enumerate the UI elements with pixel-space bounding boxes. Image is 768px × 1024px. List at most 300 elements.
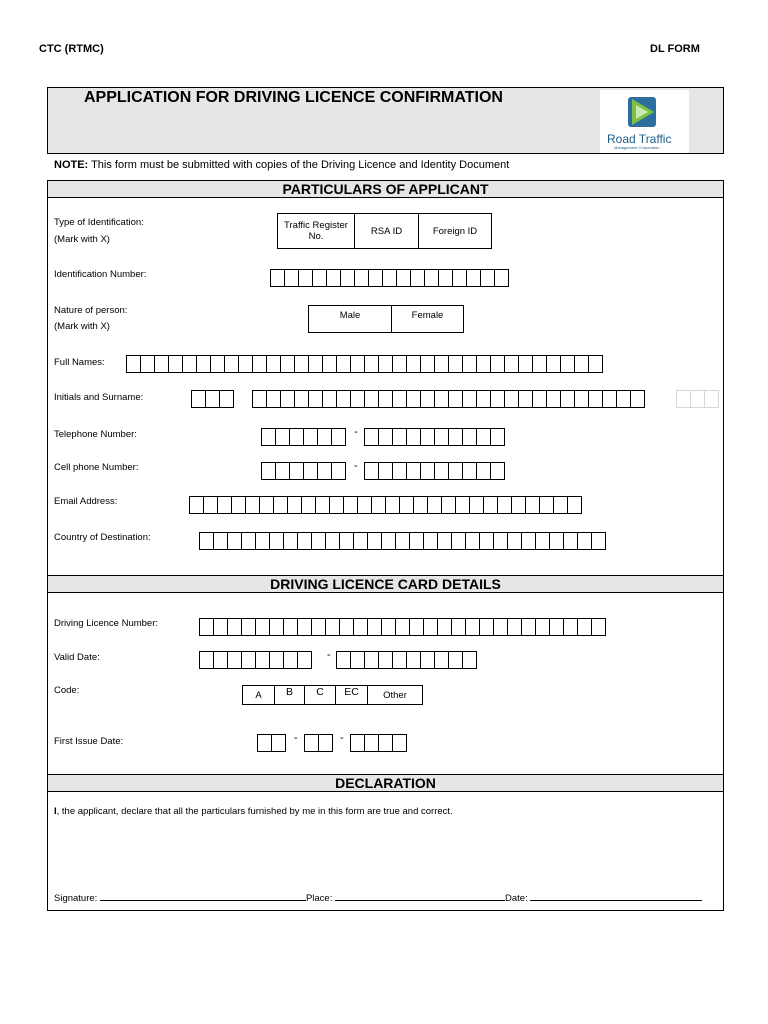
char-box[interactable] bbox=[451, 532, 466, 550]
char-box[interactable] bbox=[304, 734, 319, 752]
char-box[interactable] bbox=[451, 618, 466, 636]
char-box[interactable] bbox=[224, 355, 239, 373]
char-box[interactable] bbox=[354, 269, 369, 287]
char-box[interactable] bbox=[252, 355, 267, 373]
char-box[interactable] bbox=[269, 618, 284, 636]
char-box[interactable] bbox=[336, 355, 351, 373]
char-box[interactable] bbox=[539, 496, 554, 514]
char-box[interactable] bbox=[378, 390, 393, 408]
char-box bbox=[676, 390, 691, 408]
char-box[interactable] bbox=[521, 532, 536, 550]
declaration-body: , the applicant, declare that all the particulars furnished by me in this form are true and correct. bbox=[56, 806, 453, 817]
telephone-label: Telephone Number: bbox=[54, 429, 137, 440]
char-box[interactable] bbox=[199, 618, 214, 636]
char-box[interactable] bbox=[191, 390, 206, 408]
applicant-heading: PARTICULARS OF APPLICANT bbox=[48, 181, 723, 198]
char-box[interactable] bbox=[269, 532, 284, 550]
char-box[interactable] bbox=[182, 355, 197, 373]
char-box[interactable] bbox=[395, 532, 410, 550]
char-box[interactable] bbox=[399, 496, 414, 514]
char-box[interactable] bbox=[392, 462, 407, 480]
first-issue-month-field[interactable] bbox=[304, 734, 333, 752]
char-box[interactable] bbox=[350, 390, 365, 408]
char-box[interactable] bbox=[273, 496, 288, 514]
char-box[interactable] bbox=[308, 390, 323, 408]
char-box[interactable] bbox=[462, 462, 477, 480]
char-box[interactable] bbox=[318, 734, 333, 752]
char-box[interactable] bbox=[406, 355, 421, 373]
char-box[interactable] bbox=[297, 618, 312, 636]
declaration-section bbox=[47, 774, 724, 911]
char-box[interactable] bbox=[317, 428, 332, 446]
char-box[interactable] bbox=[410, 269, 425, 287]
char-box[interactable] bbox=[490, 428, 505, 446]
char-box[interactable] bbox=[476, 390, 491, 408]
char-box[interactable] bbox=[287, 496, 302, 514]
char-box[interactable] bbox=[294, 355, 309, 373]
char-box[interactable] bbox=[368, 269, 383, 287]
char-box[interactable] bbox=[563, 618, 578, 636]
char-box[interactable] bbox=[213, 532, 228, 550]
char-box[interactable] bbox=[275, 462, 290, 480]
char-box[interactable] bbox=[364, 462, 379, 480]
char-box[interactable] bbox=[217, 496, 232, 514]
char-box[interactable] bbox=[476, 428, 491, 446]
char-box[interactable] bbox=[339, 618, 354, 636]
initials-label: Initials and Surname: bbox=[54, 392, 144, 403]
char-box[interactable] bbox=[280, 355, 295, 373]
char-box[interactable] bbox=[266, 355, 281, 373]
note-text: This form must be submitted with copies of the Driving Licence and Identity Document bbox=[88, 159, 510, 171]
signature-line[interactable] bbox=[100, 892, 306, 901]
char-box[interactable] bbox=[577, 532, 592, 550]
licence-number-field[interactable] bbox=[199, 618, 606, 636]
char-box[interactable] bbox=[213, 618, 228, 636]
char-box[interactable] bbox=[227, 532, 242, 550]
char-box[interactable] bbox=[317, 462, 332, 480]
char-box[interactable] bbox=[420, 355, 435, 373]
char-box[interactable] bbox=[331, 428, 346, 446]
declaration-heading: DECLARATION bbox=[48, 775, 723, 792]
char-box[interactable] bbox=[378, 428, 393, 446]
char-box[interactable] bbox=[284, 269, 299, 287]
char-box[interactable] bbox=[406, 390, 421, 408]
option-rsa-id[interactable]: RSA ID bbox=[354, 214, 418, 248]
char-box[interactable] bbox=[343, 496, 358, 514]
id-type-options bbox=[277, 213, 492, 249]
char-box[interactable] bbox=[448, 390, 463, 408]
char-box[interactable] bbox=[448, 428, 463, 446]
char-box[interactable] bbox=[420, 651, 435, 669]
char-box[interactable] bbox=[364, 390, 379, 408]
char-box[interactable] bbox=[231, 496, 246, 514]
char-box[interactable] bbox=[462, 651, 477, 669]
form-code: DL FORM bbox=[650, 43, 700, 55]
char-box[interactable] bbox=[199, 651, 214, 669]
char-box[interactable] bbox=[257, 734, 272, 752]
char-box[interactable] bbox=[210, 355, 225, 373]
nature-hint: (Mark with X) bbox=[54, 321, 110, 332]
char-box[interactable] bbox=[367, 618, 382, 636]
char-box[interactable] bbox=[395, 618, 410, 636]
char-box[interactable] bbox=[283, 651, 298, 669]
country-field[interactable] bbox=[199, 532, 606, 550]
char-box[interactable] bbox=[469, 496, 484, 514]
page-title: APPLICATION FOR DRIVING LICENCE CONFIRMATION bbox=[84, 89, 503, 106]
id-type-hint: (Mark with X) bbox=[54, 234, 110, 245]
declaration-first-word: I bbox=[54, 806, 57, 817]
licence-number-label: Driving Licence Number: bbox=[54, 618, 159, 629]
char-box[interactable] bbox=[378, 651, 393, 669]
initials-field[interactable] bbox=[191, 390, 234, 408]
char-box[interactable] bbox=[588, 355, 603, 373]
char-box[interactable] bbox=[315, 496, 330, 514]
email-field[interactable] bbox=[189, 496, 582, 514]
char-box[interactable] bbox=[591, 532, 606, 550]
char-box[interactable] bbox=[420, 428, 435, 446]
first-issue-day-field[interactable] bbox=[257, 734, 286, 752]
char-box[interactable] bbox=[406, 428, 421, 446]
signature-row bbox=[54, 892, 702, 904]
char-box[interactable] bbox=[518, 390, 533, 408]
char-box[interactable] bbox=[367, 532, 382, 550]
char-box[interactable] bbox=[381, 618, 396, 636]
char-box[interactable] bbox=[392, 651, 407, 669]
char-box[interactable] bbox=[602, 390, 617, 408]
char-box[interactable] bbox=[140, 355, 155, 373]
char-box[interactable] bbox=[494, 269, 509, 287]
char-box[interactable] bbox=[325, 532, 340, 550]
char-box[interactable] bbox=[381, 532, 396, 550]
valid-date-dash: - bbox=[327, 649, 331, 661]
char-box[interactable] bbox=[424, 269, 439, 287]
char-box[interactable] bbox=[245, 496, 260, 514]
char-box[interactable] bbox=[227, 618, 242, 636]
telephone-dash: - bbox=[354, 426, 358, 438]
char-box[interactable] bbox=[518, 355, 533, 373]
char-box[interactable] bbox=[532, 355, 547, 373]
char-box[interactable] bbox=[382, 269, 397, 287]
char-box[interactable] bbox=[301, 496, 316, 514]
note-prefix: NOTE: bbox=[54, 159, 89, 171]
gender-options bbox=[308, 305, 464, 333]
char-box[interactable] bbox=[504, 390, 519, 408]
char-box[interactable] bbox=[255, 618, 270, 636]
char-box[interactable] bbox=[466, 269, 481, 287]
char-box[interactable] bbox=[238, 355, 253, 373]
char-box[interactable] bbox=[434, 390, 449, 408]
char-box[interactable] bbox=[437, 618, 452, 636]
code-c[interactable]: C bbox=[304, 686, 335, 704]
char-box[interactable] bbox=[339, 532, 354, 550]
char-box[interactable] bbox=[420, 390, 435, 408]
char-box[interactable] bbox=[535, 532, 550, 550]
char-box[interactable] bbox=[577, 618, 592, 636]
licence-heading: DRIVING LICENCE CARD DETAILS bbox=[48, 576, 723, 593]
char-box[interactable] bbox=[392, 355, 407, 373]
valid-date-start-field[interactable] bbox=[199, 651, 312, 669]
char-box[interactable] bbox=[371, 496, 386, 514]
char-box[interactable] bbox=[549, 532, 564, 550]
code-ec[interactable]: EC bbox=[335, 686, 367, 704]
char-box[interactable] bbox=[507, 618, 522, 636]
char-box[interactable] bbox=[438, 269, 453, 287]
char-box[interactable] bbox=[350, 651, 365, 669]
char-box[interactable] bbox=[448, 355, 463, 373]
char-box[interactable] bbox=[462, 428, 477, 446]
char-box[interactable] bbox=[409, 618, 424, 636]
surname-extra-field bbox=[676, 390, 719, 408]
char-box[interactable] bbox=[241, 651, 256, 669]
char-box[interactable] bbox=[490, 355, 505, 373]
char-box[interactable] bbox=[322, 355, 337, 373]
char-box[interactable] bbox=[567, 496, 582, 514]
char-box[interactable] bbox=[476, 462, 491, 480]
option-traffic-register[interactable]: Traffic Register No. bbox=[284, 220, 348, 242]
char-box[interactable] bbox=[479, 618, 494, 636]
char-box[interactable] bbox=[525, 496, 540, 514]
char-box[interactable] bbox=[270, 269, 285, 287]
char-box[interactable] bbox=[196, 355, 211, 373]
code-other[interactable]: Other bbox=[367, 686, 422, 704]
char-box[interactable] bbox=[434, 462, 449, 480]
char-box[interactable] bbox=[616, 390, 631, 408]
char-box[interactable] bbox=[413, 496, 428, 514]
char-box[interactable] bbox=[259, 496, 274, 514]
valid-date-end-field[interactable] bbox=[336, 651, 477, 669]
id-type-label: Type of Identification: bbox=[54, 217, 144, 228]
char-box[interactable] bbox=[448, 462, 463, 480]
char-box[interactable] bbox=[255, 532, 270, 550]
form-origin: CTC (RTMC) bbox=[39, 43, 104, 55]
char-box[interactable] bbox=[553, 496, 568, 514]
char-box[interactable] bbox=[591, 618, 606, 636]
char-box[interactable] bbox=[350, 355, 365, 373]
logo-subtitle: Management Corporation bbox=[614, 145, 660, 150]
char-box[interactable] bbox=[409, 532, 424, 550]
option-female[interactable]: Female bbox=[391, 306, 463, 332]
char-box[interactable] bbox=[336, 651, 351, 669]
char-box[interactable] bbox=[392, 428, 407, 446]
char-box[interactable] bbox=[392, 734, 407, 752]
telephone-number-field[interactable] bbox=[364, 428, 505, 446]
char-box[interactable] bbox=[504, 355, 519, 373]
char-box[interactable] bbox=[434, 651, 449, 669]
char-box[interactable] bbox=[283, 618, 298, 636]
valid-date-label: Valid Date: bbox=[54, 652, 100, 663]
char-box[interactable] bbox=[423, 618, 438, 636]
char-box[interactable] bbox=[630, 390, 645, 408]
char-box[interactable] bbox=[437, 532, 452, 550]
date-line[interactable] bbox=[530, 892, 702, 901]
char-box[interactable] bbox=[357, 496, 372, 514]
char-box[interactable] bbox=[448, 651, 463, 669]
code-options bbox=[242, 685, 423, 705]
char-box bbox=[704, 390, 719, 408]
char-box[interactable] bbox=[560, 355, 575, 373]
char-box[interactable] bbox=[490, 462, 505, 480]
id-number-label: Identification Number: bbox=[54, 269, 147, 280]
id-number-field[interactable] bbox=[270, 269, 509, 287]
char-box[interactable] bbox=[353, 618, 368, 636]
char-box[interactable] bbox=[441, 496, 456, 514]
char-box[interactable] bbox=[392, 390, 407, 408]
char-box[interactable] bbox=[280, 390, 295, 408]
char-box[interactable] bbox=[507, 532, 522, 550]
char-box[interactable] bbox=[275, 428, 290, 446]
char-box[interactable] bbox=[298, 269, 313, 287]
surname-field[interactable] bbox=[252, 390, 645, 408]
char-box[interactable] bbox=[364, 651, 379, 669]
nature-label: Nature of person: bbox=[54, 305, 128, 316]
char-box[interactable] bbox=[480, 269, 495, 287]
char-box[interactable] bbox=[308, 355, 323, 373]
char-box[interactable] bbox=[241, 532, 256, 550]
option-foreign-id[interactable]: Foreign ID bbox=[418, 214, 491, 248]
note bbox=[54, 159, 509, 171]
char-box[interactable] bbox=[261, 462, 276, 480]
place-label: Place: bbox=[305, 893, 333, 904]
char-box[interactable] bbox=[350, 734, 365, 752]
char-box[interactable] bbox=[303, 428, 318, 446]
char-box[interactable] bbox=[378, 734, 393, 752]
char-box[interactable] bbox=[283, 532, 298, 550]
char-box[interactable] bbox=[546, 355, 561, 373]
cell-code-field[interactable] bbox=[261, 462, 346, 480]
char-box[interactable] bbox=[479, 532, 494, 550]
char-box[interactable] bbox=[325, 618, 340, 636]
char-box[interactable] bbox=[406, 651, 421, 669]
char-box[interactable] bbox=[303, 462, 318, 480]
char-box[interactable] bbox=[511, 496, 526, 514]
logo-arrow-icon bbox=[622, 93, 662, 131]
full-names-label: Full Names: bbox=[54, 357, 105, 368]
char-box[interactable] bbox=[154, 355, 169, 373]
char-box[interactable] bbox=[588, 390, 603, 408]
declaration-text bbox=[54, 804, 453, 820]
char-box[interactable] bbox=[452, 269, 467, 287]
char-box[interactable] bbox=[465, 532, 480, 550]
char-box[interactable] bbox=[396, 269, 411, 287]
char-box[interactable] bbox=[271, 734, 286, 752]
char-box[interactable] bbox=[203, 496, 218, 514]
char-box[interactable] bbox=[535, 618, 550, 636]
char-box[interactable] bbox=[311, 618, 326, 636]
char-box[interactable] bbox=[427, 496, 442, 514]
char-box[interactable] bbox=[420, 462, 435, 480]
first-issue-label: First Issue Date: bbox=[54, 736, 124, 747]
char-box[interactable] bbox=[385, 496, 400, 514]
char-box[interactable] bbox=[434, 355, 449, 373]
char-box[interactable] bbox=[462, 355, 477, 373]
char-box[interactable] bbox=[336, 390, 351, 408]
char-box[interactable] bbox=[269, 651, 284, 669]
char-box[interactable] bbox=[331, 462, 346, 480]
char-box[interactable] bbox=[364, 355, 379, 373]
char-box[interactable] bbox=[322, 390, 337, 408]
cell-dash: - bbox=[354, 460, 358, 472]
country-label: Country of Destination: bbox=[54, 532, 151, 543]
char-box[interactable] bbox=[205, 390, 220, 408]
char-box[interactable] bbox=[294, 390, 309, 408]
char-box[interactable] bbox=[563, 532, 578, 550]
char-box[interactable] bbox=[462, 390, 477, 408]
char-box[interactable] bbox=[493, 618, 508, 636]
char-box[interactable] bbox=[465, 618, 480, 636]
char-box[interactable] bbox=[261, 428, 276, 446]
char-box[interactable] bbox=[353, 532, 368, 550]
road-traffic-logo bbox=[600, 90, 689, 153]
char-box[interactable] bbox=[219, 390, 234, 408]
char-box[interactable] bbox=[289, 428, 304, 446]
char-box[interactable] bbox=[532, 390, 547, 408]
char-box[interactable] bbox=[406, 462, 421, 480]
char-box[interactable] bbox=[241, 618, 256, 636]
char-box[interactable] bbox=[213, 651, 228, 669]
first-issue-dash-1: - bbox=[294, 732, 298, 744]
telephone-code-field[interactable] bbox=[261, 428, 346, 446]
char-box[interactable] bbox=[493, 532, 508, 550]
date-label: Date: bbox=[505, 893, 528, 904]
char-box[interactable] bbox=[252, 390, 267, 408]
applicant-section bbox=[47, 180, 724, 576]
first-issue-dash-2: - bbox=[340, 732, 344, 744]
char-box[interactable] bbox=[199, 532, 214, 550]
licence-section bbox=[47, 575, 724, 775]
char-box[interactable] bbox=[574, 390, 589, 408]
char-box[interactable] bbox=[423, 532, 438, 550]
code-b[interactable]: B bbox=[274, 686, 304, 704]
char-box[interactable] bbox=[266, 390, 281, 408]
char-box[interactable] bbox=[560, 390, 575, 408]
char-box[interactable] bbox=[497, 496, 512, 514]
char-box[interactable] bbox=[297, 532, 312, 550]
char-box[interactable] bbox=[227, 651, 242, 669]
char-box[interactable] bbox=[455, 496, 470, 514]
cell-number-field[interactable] bbox=[364, 462, 505, 480]
char-box[interactable] bbox=[364, 734, 379, 752]
char-box[interactable] bbox=[312, 269, 327, 287]
char-box[interactable] bbox=[297, 651, 312, 669]
code-a[interactable]: A bbox=[255, 689, 262, 701]
char-box[interactable] bbox=[326, 269, 341, 287]
char-box[interactable] bbox=[378, 462, 393, 480]
char-box[interactable] bbox=[340, 269, 355, 287]
char-box[interactable] bbox=[546, 390, 561, 408]
char-box[interactable] bbox=[126, 355, 141, 373]
char-box[interactable] bbox=[364, 428, 379, 446]
char-box[interactable] bbox=[434, 428, 449, 446]
code-label: Code: bbox=[54, 685, 80, 696]
char-box[interactable] bbox=[378, 355, 393, 373]
char-box[interactable] bbox=[476, 355, 491, 373]
char-box[interactable] bbox=[521, 618, 536, 636]
place-line[interactable] bbox=[335, 892, 505, 901]
char-box[interactable] bbox=[311, 532, 326, 550]
char-box[interactable] bbox=[329, 496, 344, 514]
char-box[interactable] bbox=[483, 496, 498, 514]
first-issue-year-field[interactable] bbox=[350, 734, 407, 752]
char-box[interactable] bbox=[490, 390, 505, 408]
char-box[interactable] bbox=[189, 496, 204, 514]
full-names-field[interactable] bbox=[126, 355, 603, 373]
char-box[interactable] bbox=[289, 462, 304, 480]
char-box[interactable] bbox=[168, 355, 183, 373]
option-male[interactable]: Male bbox=[339, 310, 361, 321]
char-box[interactable] bbox=[549, 618, 564, 636]
char-box[interactable] bbox=[574, 355, 589, 373]
char-box[interactable] bbox=[255, 651, 270, 669]
